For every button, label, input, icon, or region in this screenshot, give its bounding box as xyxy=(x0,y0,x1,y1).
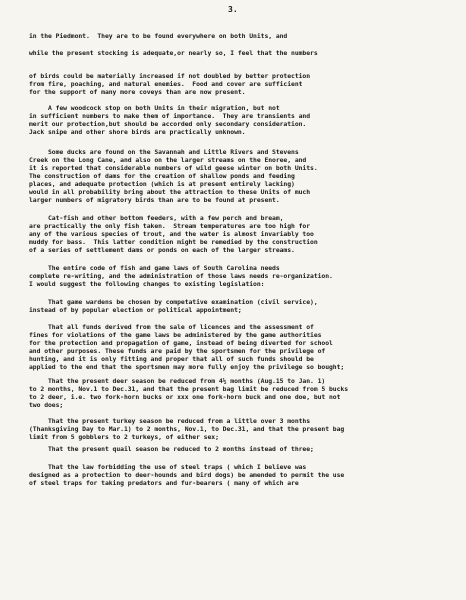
text-line: muddy for bass. This latter condition might be remedied by the construction xyxy=(29,238,318,246)
text-line: of birds could be materially increased if not doubled by better protection xyxy=(29,72,311,80)
text-line: The construction of dams for the creation of shallow ponds and feeding xyxy=(29,172,295,180)
text-line: That the present deer season be reduced from 4½ months (Aug.15 to Jan. 1) xyxy=(29,377,326,385)
text-line: to 2 months, Nov.1 to Dec.31, and that the present bag limit be reduced from 5 bucks xyxy=(29,385,348,393)
text-line: instead of by popular election or political appointment; xyxy=(29,306,242,314)
text-line: complete re-writing, and the administration of those laws needs re-organization. xyxy=(29,272,333,280)
text-line: larger numbers of migratory birds than are to be found at present. xyxy=(29,196,280,204)
paragraph xyxy=(29,104,447,136)
text-line: Cat-fish and other bottom feeders, with a few perch and bream, xyxy=(29,214,284,222)
text-line: from fire, poaching, and natural enemies. Food and cover are sufficient xyxy=(29,80,303,88)
paragraph xyxy=(29,32,447,40)
text-line: of a series of settlement dams or ponds on each of the larger streams. xyxy=(29,246,295,254)
text-line: limit from 5 gobblers to 2 turkeys, of either sex; xyxy=(29,433,219,441)
paragraph xyxy=(29,49,447,57)
text-line: That the law forbidding the use of steel traps ( which I believe was xyxy=(29,463,307,471)
text-line: in sufficient numbers to make them of importance. They are transients and xyxy=(29,112,311,120)
paragraph xyxy=(29,445,447,453)
paragraph xyxy=(29,417,447,441)
text-line: (Thanksgiving Day to Mar.1) to 2 months, Nov.1, to Dec.31, and that the present bag xyxy=(29,425,345,433)
text-line: I would suggest the following changes to existing legislation: xyxy=(29,280,265,288)
text-line: while the present stocking is adequate,or nearly so, I feel that the numbers xyxy=(29,49,318,57)
text-line: would in all probability bring about the attraction to these Units of much xyxy=(29,188,311,196)
text-line: for the protection and propagation of game, instead of being diverted for school xyxy=(29,339,333,347)
text-line: are practically the only fish taken. Stream temperatures are too high for xyxy=(29,222,311,230)
text-line: and other purposes. These funds are paid by the sportsmen for the privilege of xyxy=(29,347,326,355)
text-line: That game wardens be chosen by competative examination (civil service), xyxy=(29,298,318,306)
paragraph xyxy=(29,214,447,254)
text-line: places, and adequate protection (which is at present entirely lacking) xyxy=(29,180,295,188)
text-line: That the present quail season be reduced to 2 months instead of three; xyxy=(29,445,314,453)
text-line: in the Piedmont. They are to be found everywhere on both Units, and xyxy=(29,32,288,40)
paragraph xyxy=(29,72,447,96)
text-line: of steel traps for taking predators and fur-bearers ( many of which are xyxy=(29,479,299,487)
text-line: A few woodcock stop on both Units in their migration, but not xyxy=(29,104,280,112)
text-line: That the present turkey season be reduced from a little over 3 months xyxy=(29,417,311,425)
paragraph xyxy=(29,463,447,487)
text-line: it is reported that considerable numbers of wild geese winter on both Units. xyxy=(29,164,318,172)
text-line: That all funds derived from the sale of licences and the assessment of xyxy=(29,323,314,331)
text-line: hunting, and it is only fitting and proper that all of such funds should be xyxy=(29,355,314,363)
text-line: applied to the end that the sportsmen may more fully enjoy the privilege so bought; xyxy=(29,363,345,371)
paragraph xyxy=(29,264,447,288)
text-line: merit our protection,but should be accorded only secondary consideration. xyxy=(29,120,307,128)
text-line: any of the various species of trout, and the water is almost invariably too xyxy=(29,230,314,238)
text-line: fines for violations of the game laws be administered by the game authorities xyxy=(29,331,322,339)
text-line: Creek on the Long Cane, and also on the larger streams on the Enoree, and xyxy=(29,156,307,164)
text-line: The entire code of fish and game laws of South Carolina needs xyxy=(29,264,280,272)
paragraph xyxy=(29,377,447,409)
text-line: designed as a protection to deer-hounds and bird dogs) be amended to permit the use xyxy=(29,471,345,479)
text-line: Some ducks are found on the Savannah and Little Rivers and Stevens xyxy=(29,148,299,156)
text-line: Jack snipe and other shore birds are practically unknown. xyxy=(29,128,246,136)
paragraph xyxy=(29,148,447,204)
paragraph xyxy=(29,298,447,314)
paragraph xyxy=(29,323,447,371)
text-line: to 2 deer, i.e. two fork-horn bucks or xxx one fork-horn buck and one doe, but not xyxy=(29,393,341,401)
text-line: two does; xyxy=(29,401,64,409)
page-number: 3. xyxy=(228,5,238,14)
text-line: for the support of many more coveys than are now present. xyxy=(29,88,246,96)
